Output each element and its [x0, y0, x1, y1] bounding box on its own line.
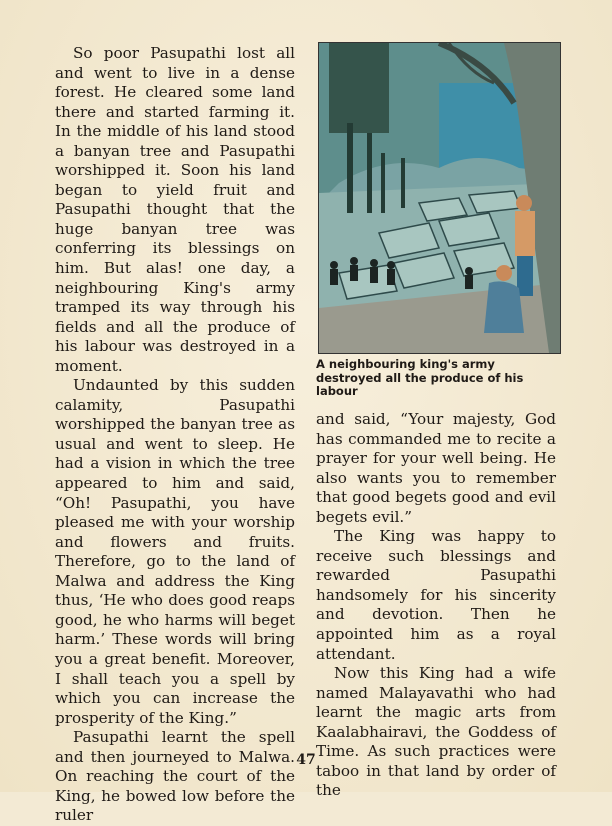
- illustration-caption: A neighbouring king's army destroyed all the produce of his labour: [316, 357, 524, 398]
- paragraph: Now this King had a wife named Malayavathi who had learnt the magic arts from Kaalabhairavi, the Goddess of Time. As such practices were taboo in that land by order of the: [316, 664, 556, 800]
- story-illustration: [318, 42, 561, 354]
- paragraph: Undaunted by this sudden calamity, Pasupathi worshipped the banyan tree as usual and went to sleep. He had a vision in which the tree appeared to him and said, “Oh! Pasupathi, you have pleased me with your worship and flowers and fruits. Therefore, go to the land of Malwa and address the King thus, ‘He who does good reaps good, he who harms will beget harm.’ These words will bring you a great benefit. Moreover, I shall teach you a spell by which you can increase the prosperity of the King.”: [55, 376, 295, 727]
- paragraph: So poor Pasupathi lost all and went to live in a dense forest. He cleared some land there and started farming it. In the middle of his land stood a banyan tree and Pasupathi worshipped it. Soon his land began to yield fruit and Pasupathi thought that the huge banyan tree was conferring its blessings on him. But alas! one day, a neighbouring King's army tramped its way through his fields and all the produce of his labour was destroyed in a moment.: [55, 44, 295, 375]
- left-text-column: [55, 44, 295, 826]
- page-number: 47: [296, 752, 316, 768]
- paragraph: and said, “Your majesty, God has commanded me to recite a prayer for your well being. He also wants you to remember that good begets good and evil begets evil.”: [316, 410, 556, 526]
- army-in-fields-image: [319, 43, 560, 353]
- right-text-column: [316, 410, 556, 801]
- paragraph: Pasupathi learnt the spell and then journeyed to Malwa. On reaching the court of the King, he bowed low before the ruler: [55, 728, 295, 825]
- paragraph: The King was happy to receive such blessings and rewarded Pasupathi handsomely for his sincerity and devotion. Then he appointed him as a royal attendant.: [316, 527, 556, 663]
